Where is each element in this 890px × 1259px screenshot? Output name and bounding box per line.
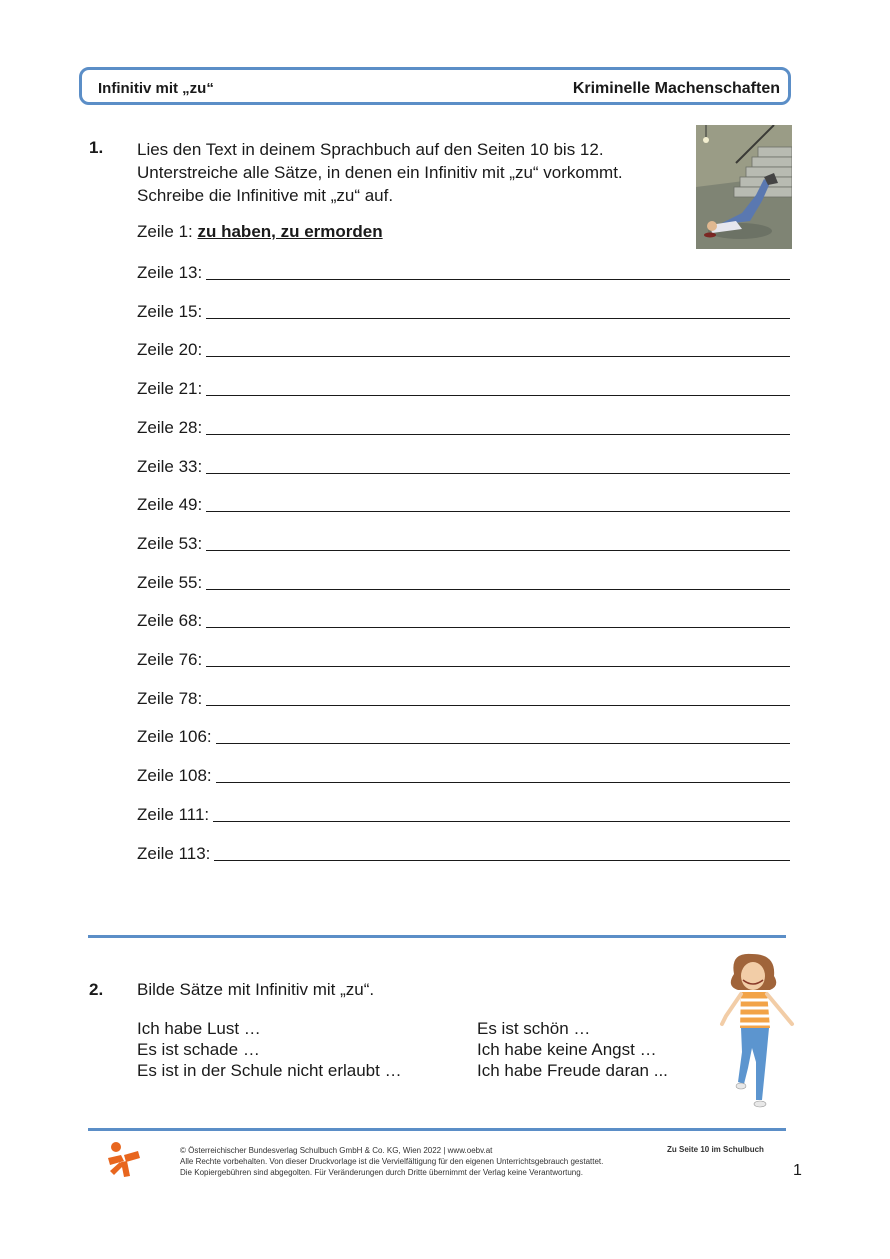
footer-line: © Österreichischer Bundesverlag Schulbuch GmbH & Co. KG, Wien 2022 | www.oebv.at [180,1146,493,1155]
line-label: Zeile 78: [137,689,203,708]
answer-row [137,375,790,399]
page-number: 1 [793,1162,802,1179]
answer-line[interactable] [206,589,790,590]
phrase-item: Es ist schön … [477,1019,591,1038]
crime-scene-illustration [696,125,792,249]
line-label: Zeile 28: [137,418,203,437]
line-label: Zeile 21: [137,379,203,398]
line-label: Zeile 53: [137,534,203,553]
phrase-item: Es ist in der Schule nicht erlaubt … [137,1061,402,1080]
answer-row [137,453,790,477]
answer-row [137,298,790,322]
line-label: Zeile 49: [137,495,203,514]
worksheet-header [79,67,791,105]
answer-row [137,723,790,747]
answer-row [137,259,790,283]
answer-row [137,801,790,825]
line-label: Zeile 76: [137,650,203,669]
section-divider [88,935,786,938]
answer-line[interactable] [206,627,790,628]
girl-illustration [716,952,798,1110]
footer-line: Alle Rechte vorbehalten. Von dieser Druckvorlage ist die Vervielfältigung für den eigenen Unterrichtsgebrauch gestattet. [180,1157,604,1166]
answer-row [137,646,790,670]
answer-row [137,840,790,864]
line-label: Zeile 13: [137,263,203,282]
answer-line[interactable] [206,473,790,474]
line-label: Zeile 68: [137,611,203,630]
answer-line[interactable] [206,434,790,435]
instruction-line: Lies den Text in deinem Sprachbuch auf den Seiten 10 bis 12. [137,140,604,159]
line-label: Zeile 55: [137,573,203,592]
line-label: Zeile 108: [137,766,212,785]
exercise-1-instructions [137,138,677,207]
answer-line[interactable] [206,550,790,551]
line-label: Zeile 113: [137,844,211,863]
answer-line[interactable] [206,356,790,357]
footer-divider [88,1128,786,1131]
publisher-logo-icon [104,1140,142,1178]
exercise-2-number: 2. [89,980,104,999]
example-answer: zu haben, zu ermorden [197,222,383,241]
line-label: Zeile 20: [137,340,203,359]
answer-line[interactable] [213,821,790,822]
copyright-notice [180,1145,603,1178]
line-label: Zeile 111: [137,805,210,824]
exercise-2-instruction: Bilde Sätze mit Infinitiv mit „zu“. [137,980,375,999]
answer-line[interactable] [206,666,790,667]
line-label: Zeile 15: [137,302,203,321]
answer-row [137,685,790,709]
footer-line: Die Kopiergebühren sind abgegolten. Für Veränderungen durch Dritte übernimmt der Verlag keine Verantwortung. [180,1168,583,1177]
phrase-item: Es ist schade … [137,1040,260,1059]
answer-row [137,530,790,554]
answer-row [137,336,790,360]
answer-line[interactable] [206,511,790,512]
instruction-line: Schreibe die Infinitive mit „zu“ auf. [137,186,394,205]
answer-row [137,762,790,786]
instruction-line: Unterstreiche alle Sätze, in denen ein Infinitiv mit „zu“ vorkommt. [137,163,623,182]
answer-line[interactable] [216,782,790,783]
answer-row [137,607,790,631]
answer-row [137,491,790,515]
line-label: Zeile 106: [137,727,212,746]
answer-line[interactable] [206,318,790,319]
answer-row [137,414,790,438]
example-answer-row [137,222,383,242]
answer-line[interactable] [206,395,790,396]
answer-line[interactable] [206,279,790,280]
topic-title: Infinitiv mit „zu“ [98,80,214,97]
answer-line[interactable] [214,860,790,861]
phrase-item: Ich habe Freude daran ... [477,1061,668,1080]
phrase-item: Ich habe Lust … [137,1019,261,1038]
answer-line[interactable] [206,705,790,706]
phrase-item: Ich habe keine Angst … [477,1040,657,1059]
example-label: Zeile 1: [137,222,193,241]
answer-line[interactable] [216,743,790,744]
phrase-list-right [477,1018,668,1081]
unit-title: Kriminelle Machenschaften [572,80,780,97]
line-label: Zeile 33: [137,457,203,476]
exercise-1-number: 1. [89,138,104,157]
answer-row [137,569,790,593]
schoolbook-reference: Zu Seite 10 im Schulbuch [667,1145,764,1154]
phrase-list-left [137,1018,402,1081]
